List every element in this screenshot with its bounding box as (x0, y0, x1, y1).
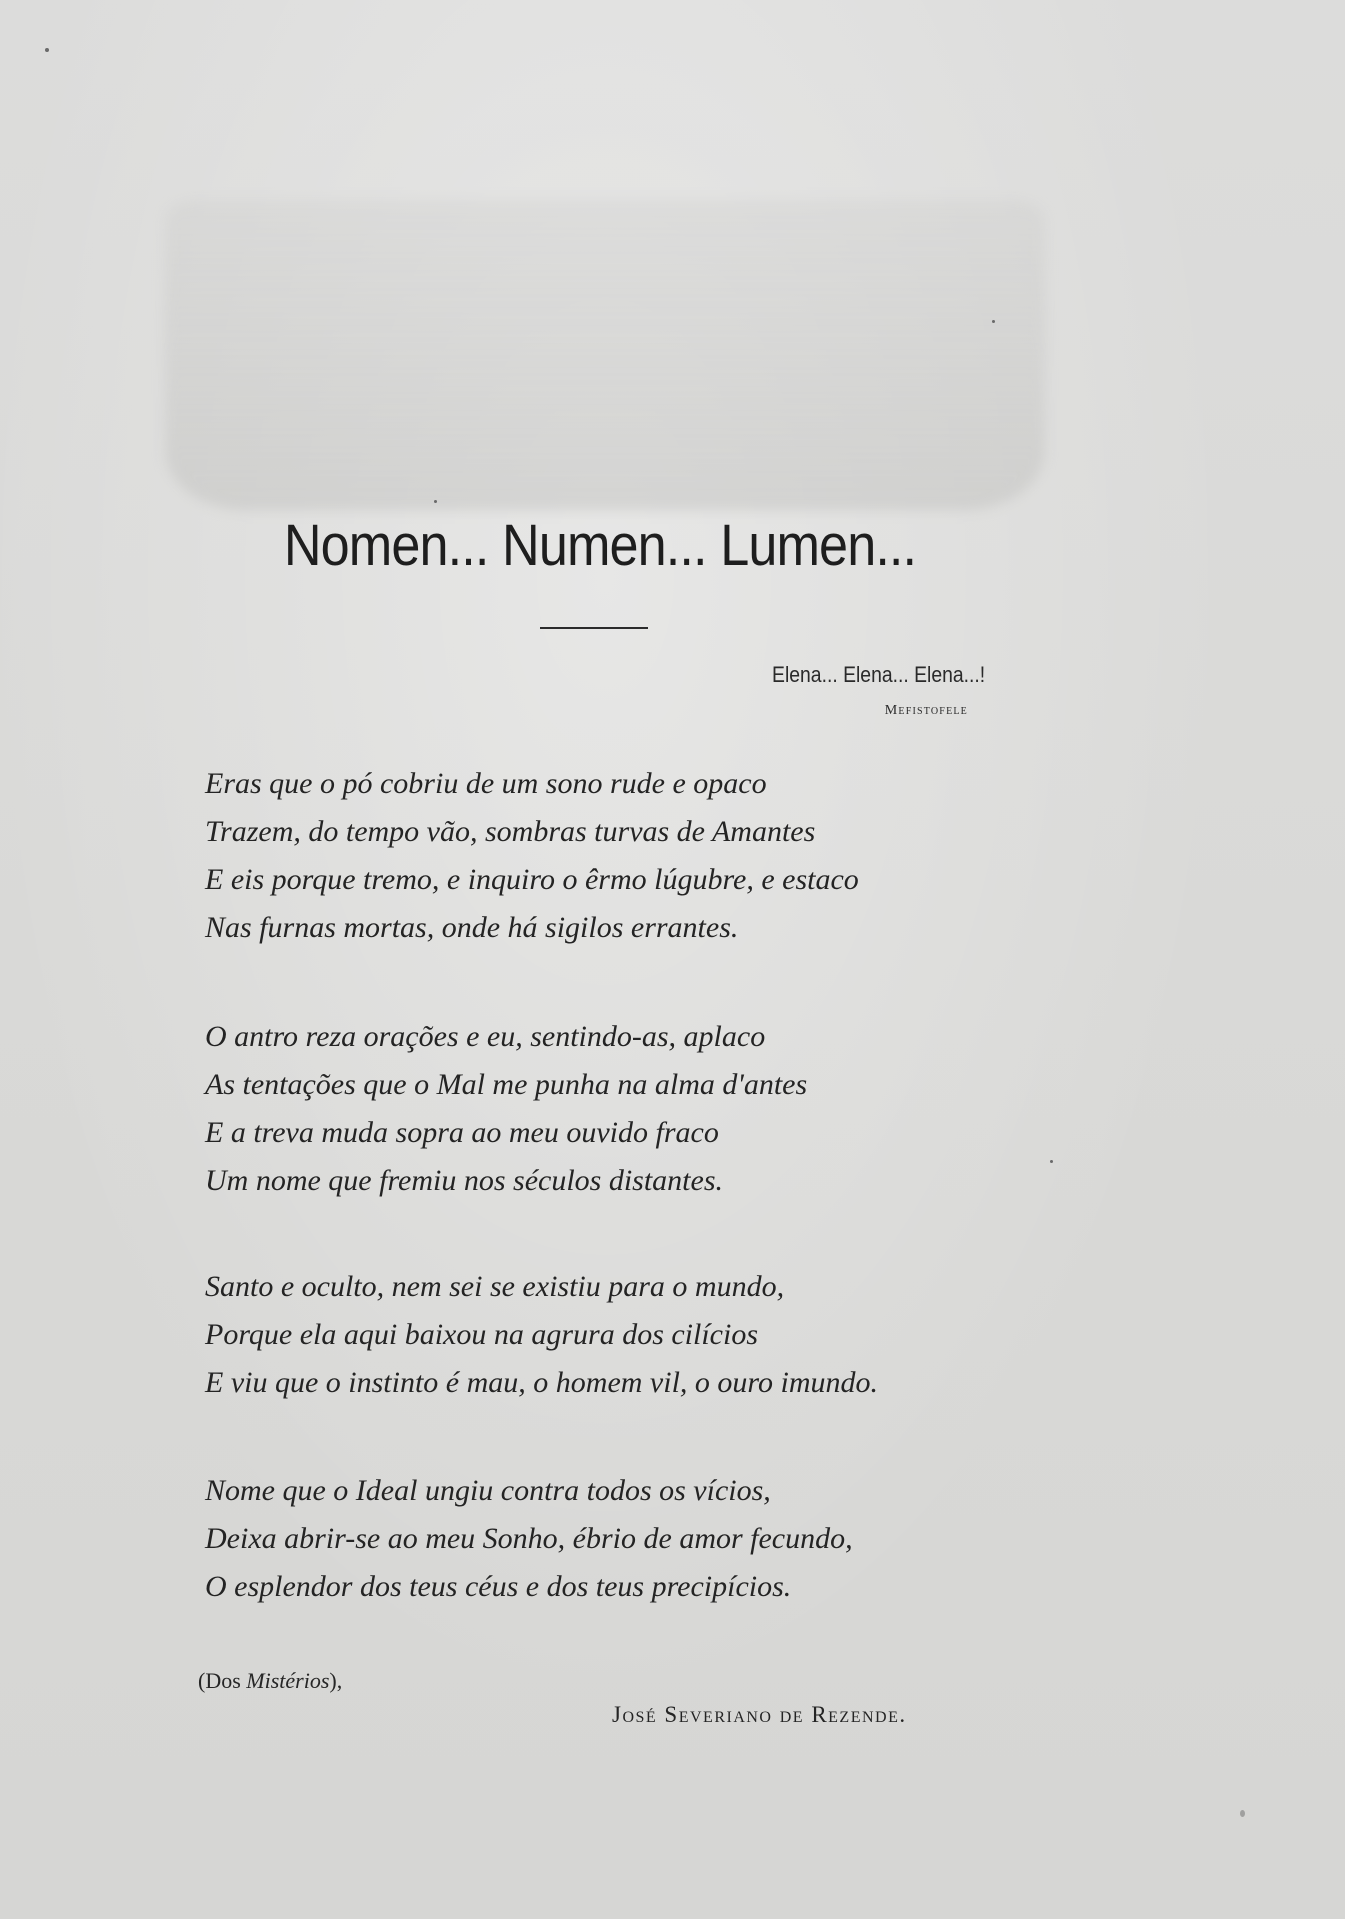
poem-title: Nomen... Numen... Lumen... (283, 513, 917, 578)
faded-illustration (165, 200, 1045, 510)
paper-speck (1050, 1160, 1053, 1163)
verse-line: E a treva muda sopra ao meu ouvido fraco (205, 1116, 719, 1149)
stanza-3 (205, 1263, 878, 1407)
paper-speck (434, 500, 437, 503)
verse-line: E eis porque tremo, e inquiro o êrmo lúgubre, e estaco (205, 863, 859, 896)
source-prefix: (Dos (198, 1668, 247, 1693)
paper-speck (1240, 1810, 1245, 1817)
verse-line: Nome que o Ideal ungiu contra todos os vícios, (205, 1474, 771, 1507)
epigraph-attribution: Mefistofele (884, 703, 968, 718)
verse-line: O esplendor dos teus céus e dos teus precipícios. (205, 1570, 792, 1603)
paper-speck (992, 320, 995, 323)
verse-line: Nas furnas mortas, onde há sigilos errantes. (205, 911, 739, 944)
title-rule (540, 627, 648, 629)
stanza-4 (205, 1467, 853, 1611)
verse-line: As tentações que o Mal me punha na alma d'antes (205, 1068, 808, 1101)
stanza-2 (205, 1013, 807, 1205)
paper-speck (45, 48, 49, 52)
source-citation (198, 1668, 342, 1694)
verse-line: E viu que o instinto é mau, o homem vil, o ouro imundo. (205, 1366, 878, 1399)
author-signature: José Severiano de Rezende. (612, 1702, 907, 1727)
verse-line: Santo e oculto, nem sei se existiu para o mundo, (205, 1270, 785, 1303)
verse-line: Porque ela aqui baixou na agrura dos cilícios (205, 1318, 759, 1351)
verse-line: Um nome que fremiu nos séculos distantes. (205, 1164, 723, 1197)
verse-line: Eras que o pó cobriu de um sono rude e opaco (205, 767, 767, 800)
verse-line: Deixa abrir-se ao meu Sonho, ébrio de amor fecundo, (205, 1522, 853, 1555)
source-work-title: Mistérios (246, 1668, 330, 1693)
verse-line: Trazem, do tempo vão, sombras turvas de Amantes (205, 815, 816, 848)
stanza-1 (205, 760, 859, 952)
verse-line: O antro reza orações e eu, sentindo-as, aplaco (205, 1020, 766, 1053)
epigraph-text: Elena... Elena... Elena...! (771, 662, 985, 687)
source-suffix: ), (329, 1668, 343, 1693)
